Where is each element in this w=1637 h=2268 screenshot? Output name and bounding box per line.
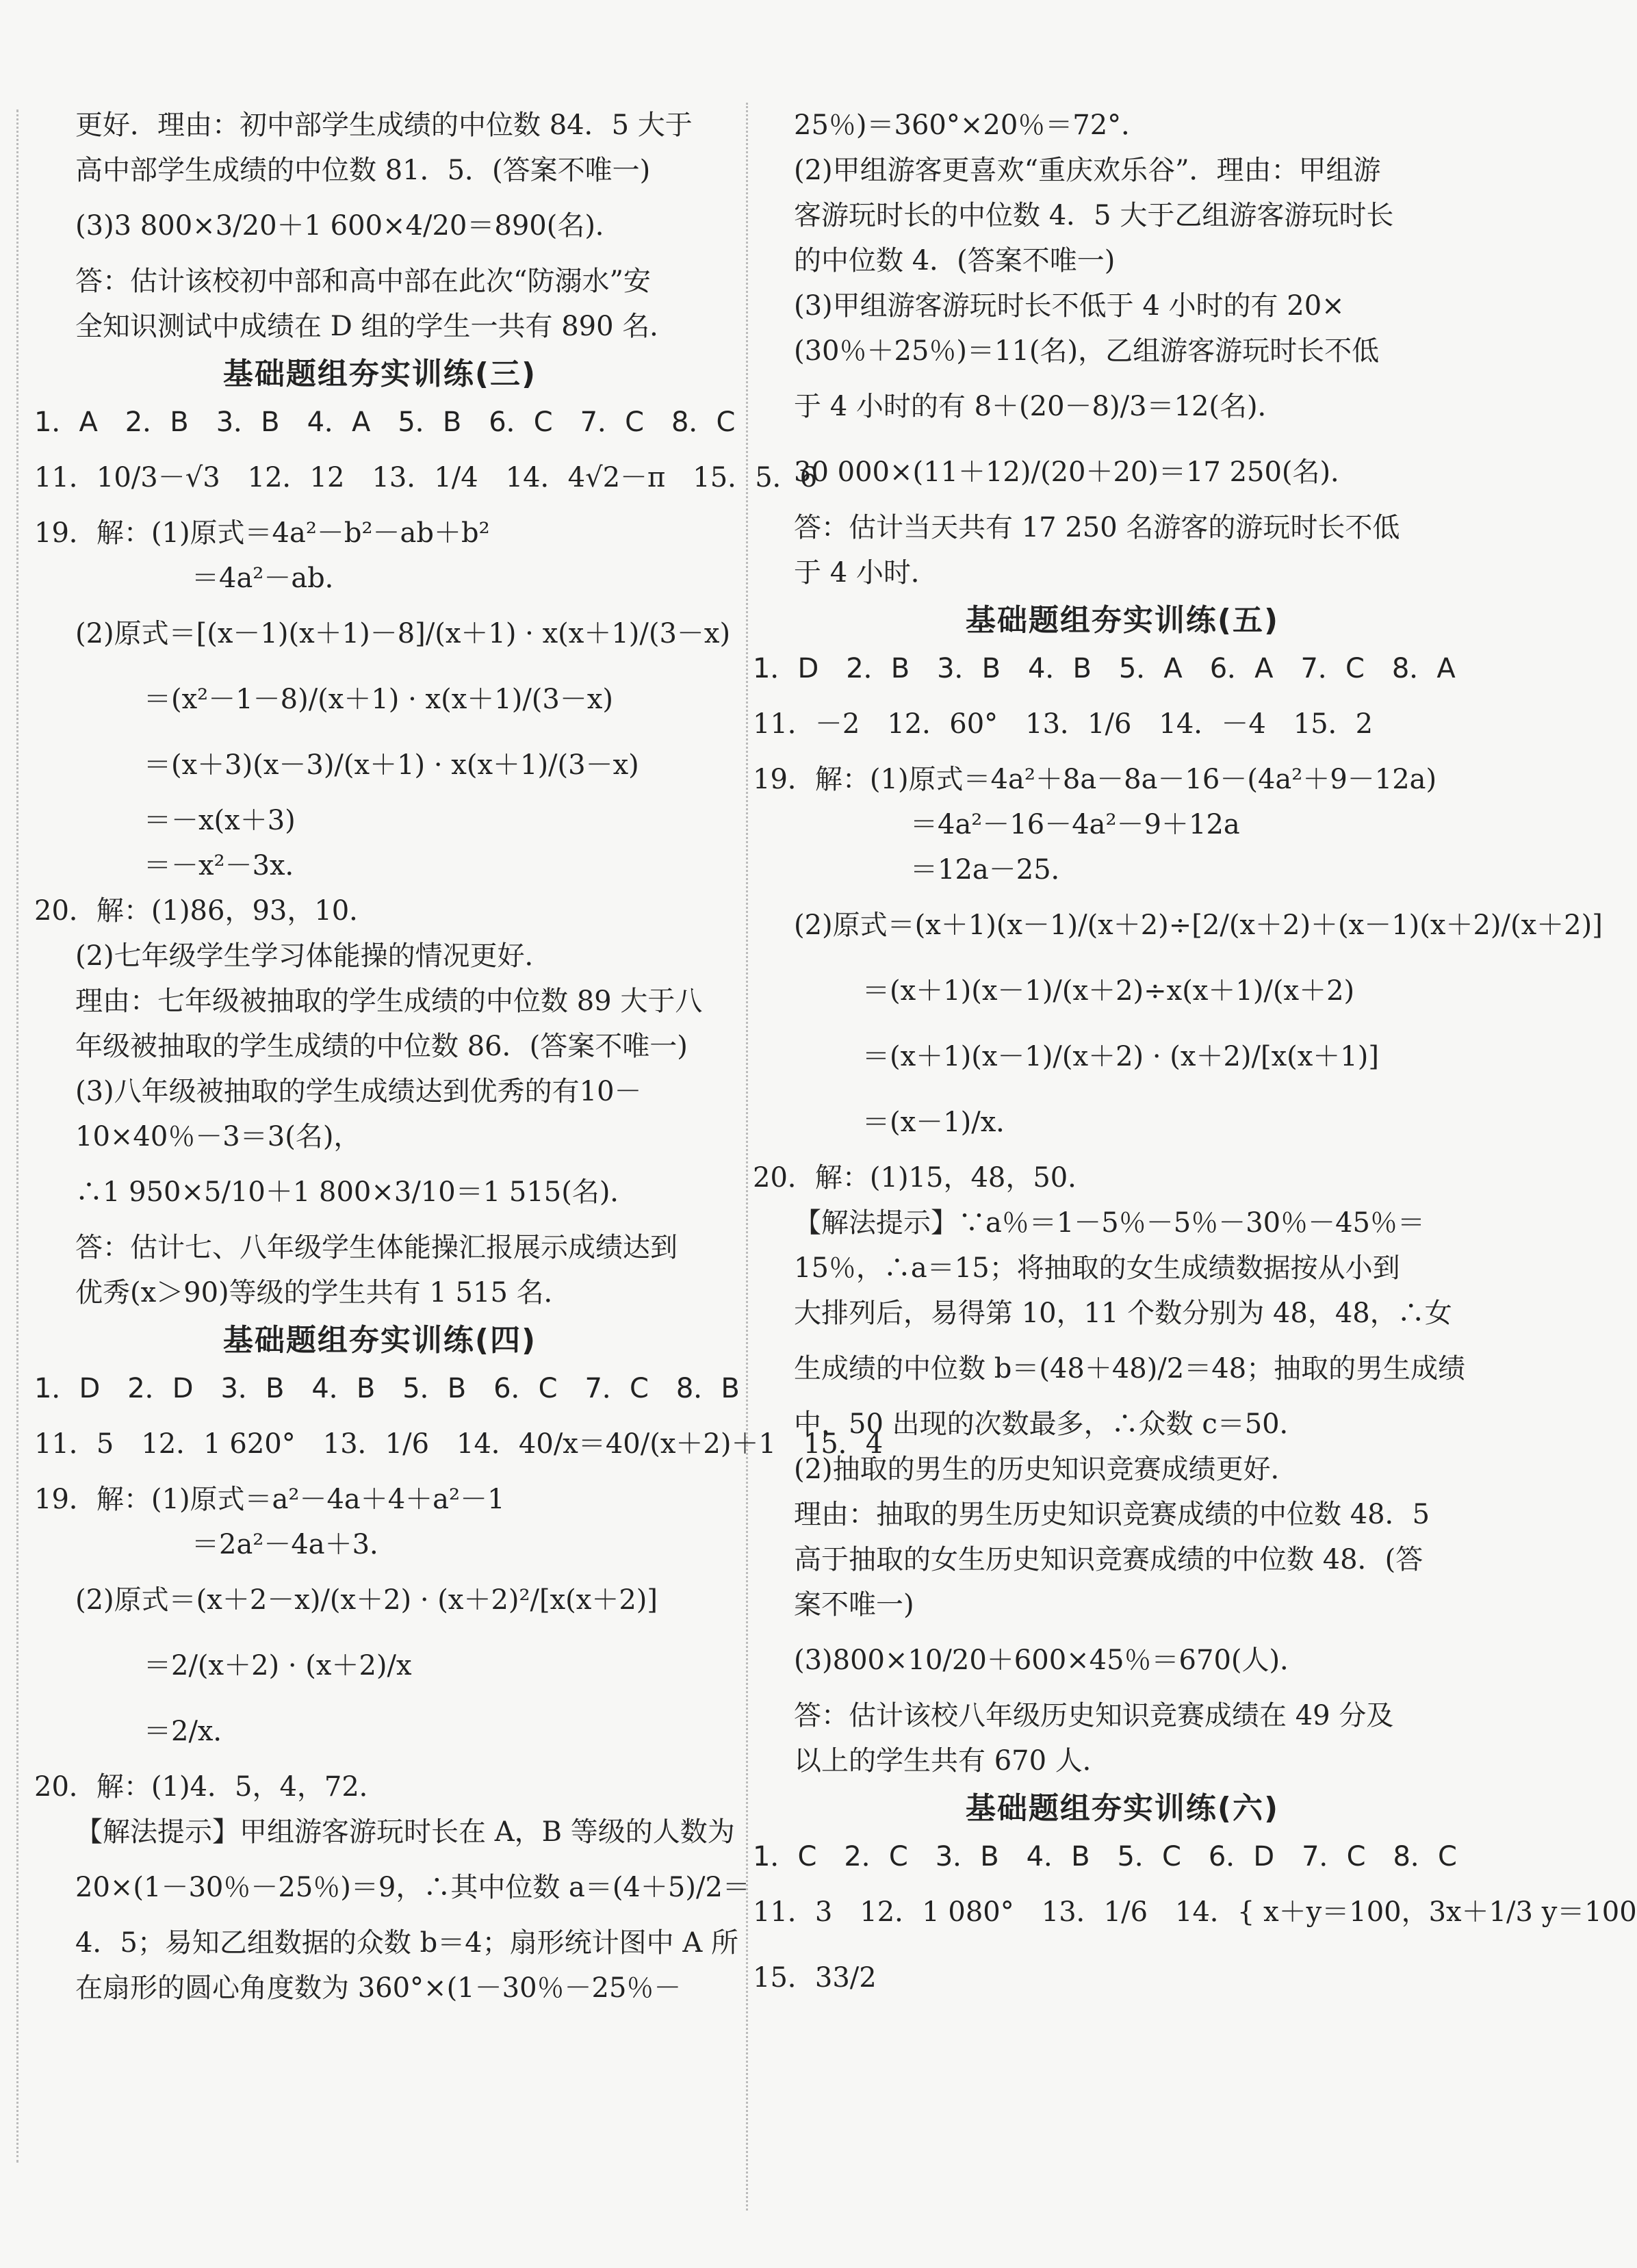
text-line: 20．解：(1)15，48，50． <box>753 1162 1096 1194</box>
text-line: 11．－2 12．60° 13．1/6 14．－4 15．2 <box>753 708 1374 740</box>
right-column <box>753 103 1637 2011</box>
text-line: 4．5；易知乙组数据的众数 b＝4；扇形统计图中 A 所 <box>75 1927 738 1959</box>
text-line: ＝－x²－3x． <box>144 850 313 881</box>
text-line: (2)原式＝(x＋1)(x－1)/(x＋2)÷[2/(x＋2)＋(x－1)(x＋2)/(x＋2)] <box>794 910 1603 941</box>
text-line: ＝(x＋1)(x－1)/(x＋2) · (x＋2)/[x(x＋1)] <box>862 1041 1379 1072</box>
text-line: (2)抽取的男生的历史知识竞赛成绩更好． <box>794 1454 1298 1485</box>
text-line: 20．解：(1)86，93，10． <box>34 895 377 927</box>
text-line: ＝12a－25． <box>910 854 1079 886</box>
text-line: 15％，∴a＝15；将抽取的女生成绩数据按从小到 <box>794 1252 1400 1284</box>
text-line: 10×40％－3＝3(名)， <box>75 1121 361 1152</box>
text-line: 于 4 小时． <box>794 557 938 589</box>
text-line: 11．5 12．1 620° 13．1/6 14．40/x＝40/(x＋2)＋1 15．4 <box>34 1428 884 1460</box>
text-line: ＝－x(x＋3) <box>144 805 296 836</box>
text-line: ＝4a²－16－4a²－9＋12a <box>910 809 1240 840</box>
section-heading: 基础题组夯实训练(三) <box>222 357 537 391</box>
text-line: 高中部学生成绩的中位数 81．5．(答案不唯一) <box>75 155 651 186</box>
text-line: 【解法提示】∵a％＝1－5％－5％－30％－45％＝ <box>794 1207 1425 1239</box>
text-line: 生成绩的中位数 b＝(48＋48)/2＝48；抽取的男生成绩 <box>794 1353 1466 1384</box>
text-line: ＝2/x． <box>144 1716 241 1747</box>
text-line: ＝(x－1)/x． <box>862 1107 1024 1138</box>
text-line: (3)甲组游客游玩时长不低于 4 小时的有 20× <box>794 290 1345 322</box>
text-line: 中，50 出现的次数最多，∴众数 c＝50． <box>794 1408 1307 1440</box>
text-line: 答：估计该校八年级历史知识竞赛成绩在 49 分及 <box>794 1700 1394 1731</box>
text-line: ＝(x²－1－8)/(x＋1) · x(x＋1)/(3－x) <box>144 684 614 715</box>
text-line: 的中位数 4．(答案不唯一) <box>794 245 1116 276</box>
text-line: ＝2/(x＋2) · (x＋2)/x <box>144 1650 412 1681</box>
section-heading: 基础题组夯实训练(五) <box>965 603 1280 638</box>
text-line: 答：估计当天共有 17 250 名游客的游玩时长不低 <box>794 512 1400 543</box>
answer-row: 1．D 2．B 3．B 4．B 5．A 6．A 7．C 8．A <box>753 653 1456 684</box>
text-line: (3)800×10/20＋600×45％＝670(人)． <box>794 1645 1308 1676</box>
left-margin-rule <box>16 109 18 2163</box>
text-line: 大排列后，易得第 10，11 个数分别为 48，48，∴女 <box>794 1298 1452 1329</box>
text-line: 全知识测试中成绩在 D 组的学生一共有 890 名． <box>75 311 678 342</box>
text-line: 答：估计七、八年级学生体能操汇报展示成绩达到 <box>75 1232 678 1263</box>
text-line: (30％＋25％)＝11(名)，乙组游客游玩时长不低 <box>794 335 1380 367</box>
answer-row: 1．D 2．D 3．B 4．B 5．B 6．C 7．C 8．B <box>34 1373 740 1404</box>
text-line: 更好．理由：初中部学生成绩的中位数 84．5 大于 <box>75 109 693 141</box>
text-line: 理由：抽取的男生历史知识竞赛成绩的中位数 48．5 <box>794 1499 1430 1530</box>
text-line: 11．10/3－√3 12．12 13．1/4 14．4√2－π 15．5．6 <box>34 462 818 493</box>
answer-row: 1．C 2．C 3．B 4．B 5．C 6．D 7．C 8．C <box>753 1841 1457 1872</box>
text-line: (2)甲组游客更喜欢“重庆欢乐谷”．理由：甲组游 <box>794 155 1381 186</box>
text-line: 15．33/2 <box>753 1962 877 1994</box>
text-line: (2)原式＝(x＋2－x)/(x＋2) · (x＋2)²/[x(x＋2)] <box>75 1584 658 1616</box>
text-line: 19．解：(1)原式＝4a²＋8a－8a－16－(4a²＋9－12a) <box>753 764 1437 795</box>
section-heading: 基础题组夯实训练(六) <box>965 1791 1280 1826</box>
answer-row: 1．A 2．B 3．B 4．A 5．B 6．C 7．C 8．C <box>34 407 736 438</box>
text-line: ＝(x＋1)(x－1)/(x＋2)÷x(x＋1)/(x＋2) <box>862 975 1355 1007</box>
text-line: ＝(x＋3)(x－3)/(x＋1) · x(x＋1)/(3－x) <box>144 749 639 781</box>
text-line: 20．解：(1)4．5，4，72． <box>34 1771 387 1803</box>
text-line: 年级被抽取的学生成绩的中位数 86．(答案不唯一) <box>75 1031 688 1062</box>
text-line: ＝4a²－ab． <box>192 563 352 594</box>
text-line: (3)八年级被抽取的学生成绩达到优秀的有10－ <box>75 1076 642 1107</box>
text-line: 25％)＝360°×20％＝72°． <box>794 109 1149 141</box>
text-line: 19．解：(1)原式＝a²－4a＋4＋a²－1 <box>34 1484 505 1515</box>
text-line: 30 000×(11＋12)/(20＋20)＝17 250(名)． <box>794 456 1358 488</box>
text-line: ∴1 950×5/10＋1 800×3/10＝1 515(名)． <box>75 1176 638 1208</box>
text-line: (2)原式＝[(x－1)(x＋1)－8]/(x＋1) · x(x＋1)/(3－x) <box>75 618 731 649</box>
text-line: 20×(1－30％－25％)＝9，∴其中位数 a＝(4＋5)/2＝ <box>75 1872 750 1903</box>
text-line: 理由：七年级被抽取的学生成绩的中位数 89 大于八 <box>75 985 703 1017</box>
text-line: 答：估计该校初中部和高中部在此次“防溺水”安 <box>75 266 651 297</box>
text-line: 高于抽取的女生历史知识竞赛成绩的中位数 48．(答 <box>794 1544 1423 1575</box>
text-line: (2)七年级学生学习体能操的情况更好． <box>75 940 552 972</box>
text-line: 在扇形的圆心角度数为 360°×(1－30％－25％－ <box>75 1972 682 2004</box>
text-line: 案不唯一) <box>794 1589 914 1621</box>
text-line: 19．解：(1)原式＝4a²－b²－ab＋b² <box>34 517 490 549</box>
text-line: 于 4 小时的有 8＋(20－8)/3＝12(名)． <box>794 391 1285 422</box>
text-line: (3)3 800×3/20＋1 600×4/20＝890(名)． <box>75 210 623 242</box>
text-line: 11．3 12．1 080° 13．1/6 14．{ x＋y＝100，3x＋1/3 y＝100 <box>753 1896 1637 1928</box>
text-line: 以上的学生共有 670 人． <box>794 1745 1110 1777</box>
text-line: ＝2a²－4a＋3． <box>192 1529 398 1560</box>
text-line: 客游玩时长的中位数 4．5 大于乙组游客游玩时长 <box>794 200 1394 231</box>
text-line: 【解法提示】甲组游客游玩时长在 A，B 等级的人数为 <box>75 1816 735 1848</box>
section-heading: 基础题组夯实训练(四) <box>222 1323 537 1358</box>
text-line: 优秀(x＞90)等级的学生共有 1 515 名． <box>75 1277 571 1309</box>
